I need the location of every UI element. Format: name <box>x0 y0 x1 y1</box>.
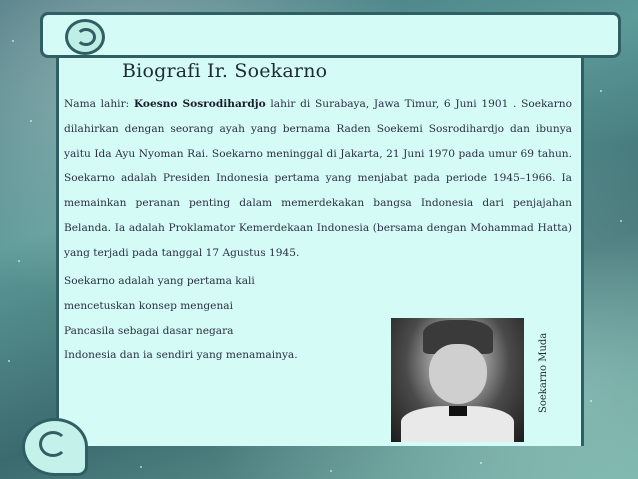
text-line: Indonesia dan ia sendiri yang menamainya. <box>64 349 298 362</box>
text-line: mencetuskan konsep mengenai <box>64 299 233 312</box>
soekarno-photo <box>391 318 524 442</box>
scroll-top-roll <box>40 12 621 58</box>
scroll-curl-icon <box>65 19 105 55</box>
biography-body: lahir di Surabaya, Jawa Timur, 6 Juni 1901 . Soekarno dilahirkan dengan seorang ayah yang bernama Raden Soekemi Sosrodihardjo dan ibunya yaitu Ida Ayu Nyoman Rai. Soekarno meninggal di Jakarta, 21 Juni 1970 pada umur 69 tahun. Soekarno adalah Presiden Indonesia pertama yang menjabat pada periode 1945–1966. Ia memainkan peranan penting dalam memerdekakan bangsa Indonesia dari penjajahan Belanda. Ia adalah Proklamator Kemerdekaan Indonesia (bersama dengan Mohammad Hatta) yang terjadi pada tanggal 17 Agustus 1945. <box>64 98 573 259</box>
scroll-bottom-curl-icon <box>22 418 88 476</box>
text-line: Pancasila sebagai dasar negara <box>64 324 234 337</box>
birth-name: Koesno Sosrodihardjo <box>133 98 266 110</box>
photo-caption: Soekarno Muda <box>538 332 549 414</box>
face-shape <box>429 344 487 404</box>
birth-name-label: Nama lahir: <box>64 98 134 110</box>
bowtie-shape <box>449 406 467 416</box>
page-title: Biografi Ir. Soekarno <box>122 60 328 82</box>
pancasila-lines <box>64 269 298 368</box>
text-line: Soekarno adalah yang pertama kali <box>64 275 255 287</box>
biography-paragraph <box>64 92 572 266</box>
